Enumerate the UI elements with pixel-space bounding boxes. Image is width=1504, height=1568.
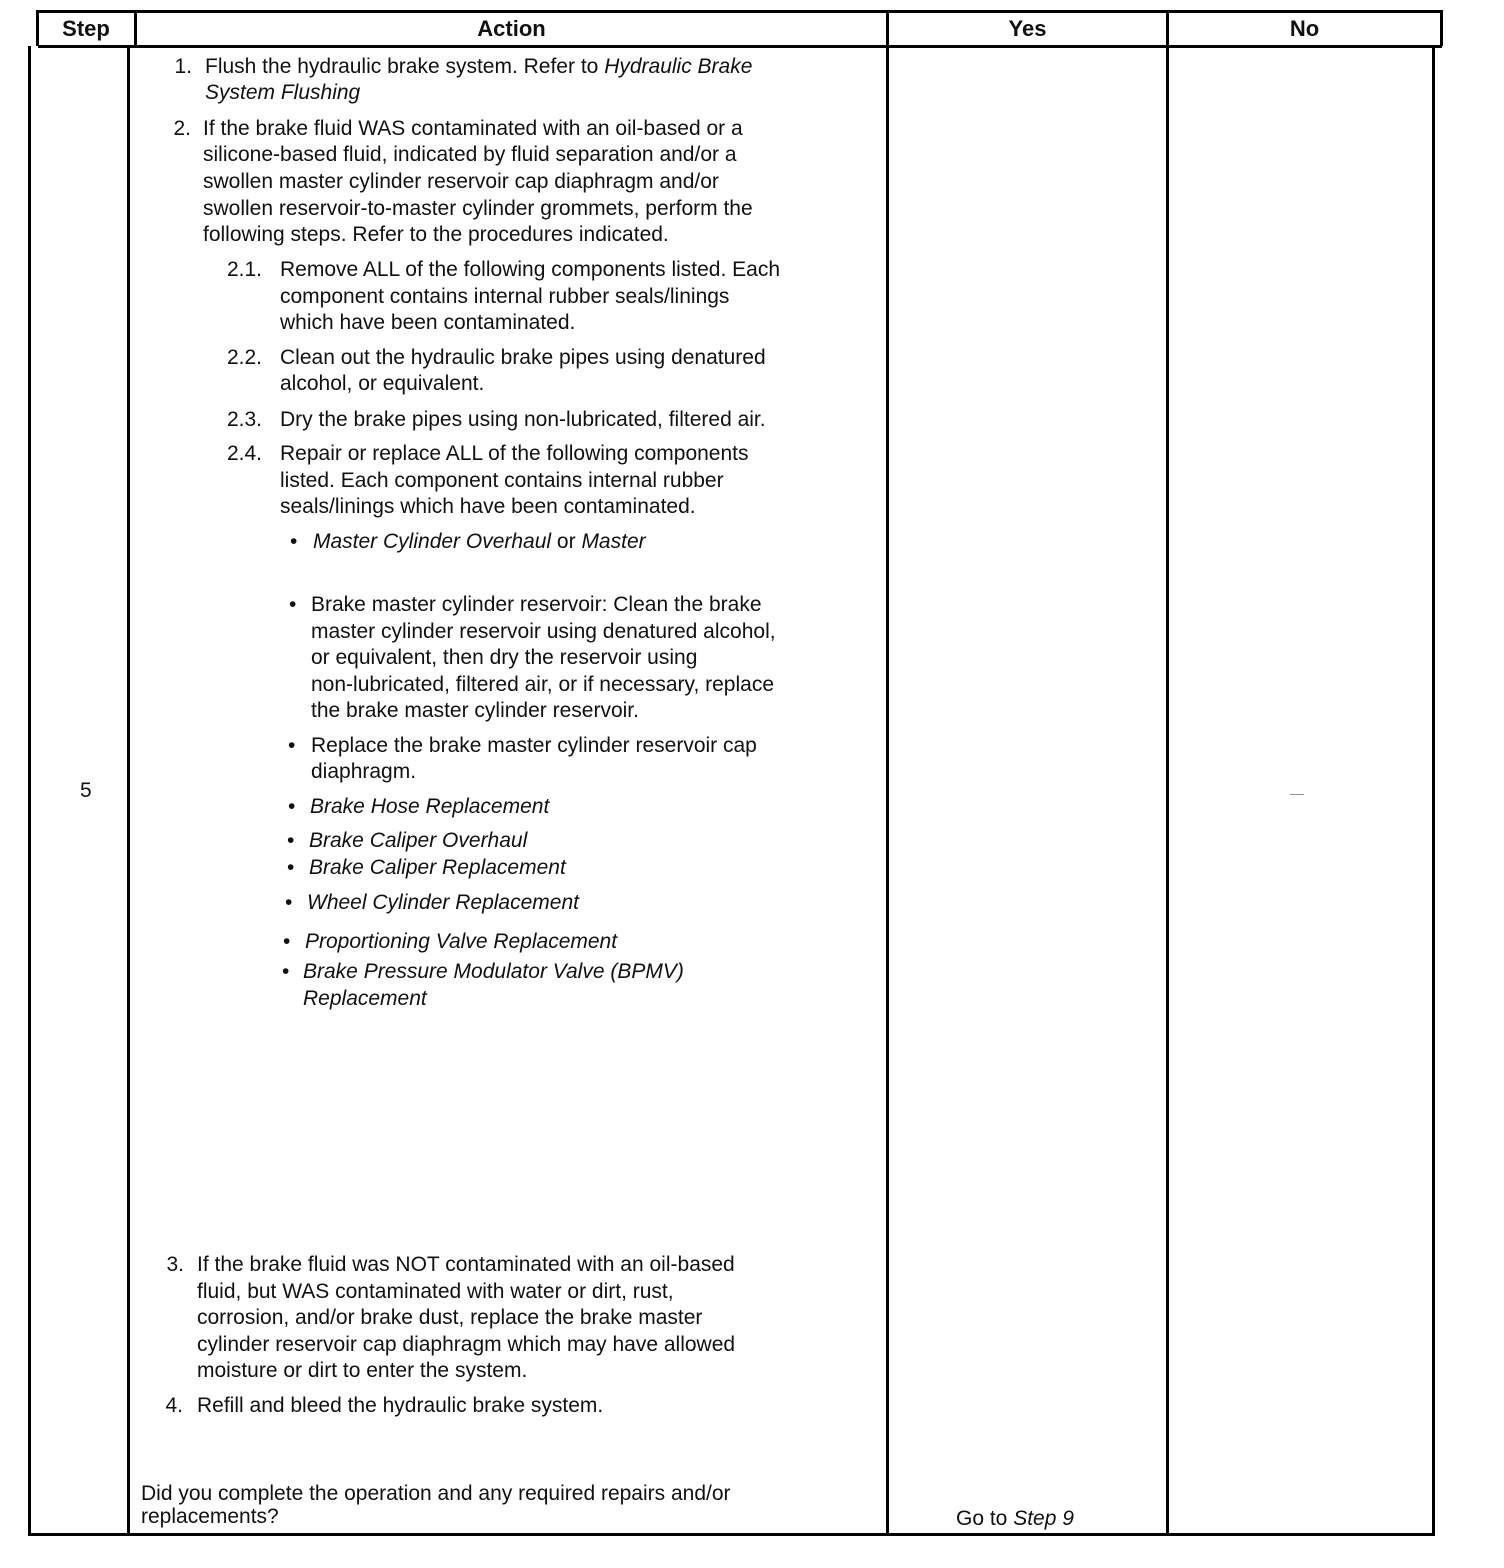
step-action-divider-body [127,46,130,1536]
item-1-line-2: System Flushing [205,81,361,104]
bullet-2-line: the brake master cylinder reservoir. [311,699,639,722]
yes-prefix: Go to [956,1507,1008,1530]
table-left-border-body [28,46,31,1536]
bullet-icon: • [287,829,295,852]
completion-question-line: replacements? [141,1505,279,1528]
substep-2-4-line: listed. Each component contains internal rubber [280,469,724,492]
bullet-icon: • [288,734,296,757]
bullet-icon: • [283,930,291,953]
item-3-line: corrosion, and/or brake dust, replace the brake master [197,1306,703,1329]
item-3-line: cylinder reservoir cap diaphragm which may have allowed [197,1333,736,1356]
substep-2-1-line: component contains internal rubber seals/linings [280,285,730,308]
substep-2-2-line: Clean out the hydraulic brake pipes using denatured [280,346,766,369]
item-2-line: swollen reservoir-to-master cylinder grommets, perform the [203,197,753,220]
brake-hose-replacement-ref: Brake Hose Replacement [310,795,550,818]
yes-no-divider [1166,10,1169,1536]
header-no: No [1289,16,1320,41]
table-bottom-border [28,1533,1434,1536]
item-3-line: fluid, but WAS contaminated with water or dirt, rust, [197,1280,674,1303]
item-2-line: swollen master cylinder reservoir cap diaphragm and/or [203,170,719,193]
header-yes: Yes [1008,16,1047,41]
master-ref: Master [581,530,646,553]
substep-2-2-line: alcohol, or equivalent. [280,372,485,395]
bullet-2-line: or equivalent, then dry the reservoir using [311,646,698,669]
item-3-line: moisture or dirt to enter the system. [197,1359,528,1382]
bullet-icon: • [288,795,296,818]
go-to-step-link[interactable]: Step 9 [1013,1507,1074,1530]
header-step: Step [62,16,110,41]
bullet-icon: • [282,960,290,983]
substep-2-4-line: Repair or replace ALL of the following components [280,442,749,465]
bullet-3-line: diaphragm. [311,760,417,783]
bullet-1-or: or [551,530,582,553]
proportioning-valve-replacement-ref: Proportioning Valve Replacement [305,930,618,953]
no-cell-value: — [1290,785,1304,801]
item-3-number: 3. [166,1253,184,1276]
bullet-icon: • [287,856,295,879]
substep-2-4-line: seals/linings which have been contaminated. [280,495,696,518]
bullet-icon: • [285,891,293,914]
item-1-prefix: Flush the hydraulic brake system. Refer to [205,55,599,78]
substep-2-3-line: Dry the brake pipes using non-lubricated, filtered air. [280,408,766,431]
item-4-line: Refill and bleed the hydraulic brake system. [197,1394,604,1417]
yes-cell-value [956,1506,1074,1533]
substep-2-4-number: 2.4. [226,442,262,465]
step-number: 5 [80,779,92,802]
substep-2-1-number: 2.1. [226,258,262,281]
bullet-icon: • [289,593,297,616]
brake-caliper-replacement-ref: Brake Caliper Replacement [309,856,566,879]
bullet-icon: • [290,530,298,553]
substep-2-3-number: 2.3. [226,408,262,431]
item-1-number: 1. [174,55,192,78]
item-3-line: If the brake fluid was NOT contaminated with an oil-based [197,1253,735,1276]
item-2-line: following steps. Refer to the procedures indicated. [203,223,669,246]
bullet-3-line: Replace the brake master cylinder reservoir cap [311,734,757,757]
item-2-number: 2. [173,117,191,140]
bullet-2-line: non-lubricated, filtered air, or if necessary, replace [311,673,775,696]
bpmv-replacement-ref-line: Brake Pressure Modulator Valve (BPMV) [303,960,684,983]
master-cylinder-overhaul-ref: Master Cylinder Overhaul [313,530,552,553]
wheel-cylinder-replacement-ref: Wheel Cylinder Replacement [307,891,579,914]
substep-2-2-number: 2.2. [226,346,262,369]
item-1-line-1 [205,54,752,81]
bpmv-replacement-ref-line: Replacement [303,987,427,1010]
substep-2-1-line: Remove ALL of the following components listed. Each [280,258,781,281]
substep-2-1-line: which have been contaminated. [280,311,576,334]
item-1-reference: Hydraulic Brake [604,55,753,78]
completion-question-line: Did you complete the operation and any required repairs and/or [141,1482,731,1505]
brake-caliper-overhaul-ref: Brake Caliper Overhaul [309,829,528,852]
bullet-2-line: Brake master cylinder reservoir: Clean the brake [311,593,762,616]
bullet-2-line: master cylinder reservoir using denatured alcohol, [311,620,776,643]
header-action: Action [477,16,546,41]
table-right-border-body [1432,46,1435,1536]
item-4-number: 4. [165,1394,183,1417]
item-2-line: If the brake fluid WAS contaminated with an oil-based or a [203,117,743,140]
table-right-border [1440,10,1443,46]
item-2-line: silicone-based fluid, indicated by fluid separation and/or a [203,143,737,166]
bullet-master-cylinder [313,529,646,556]
action-yes-divider [886,10,889,1536]
